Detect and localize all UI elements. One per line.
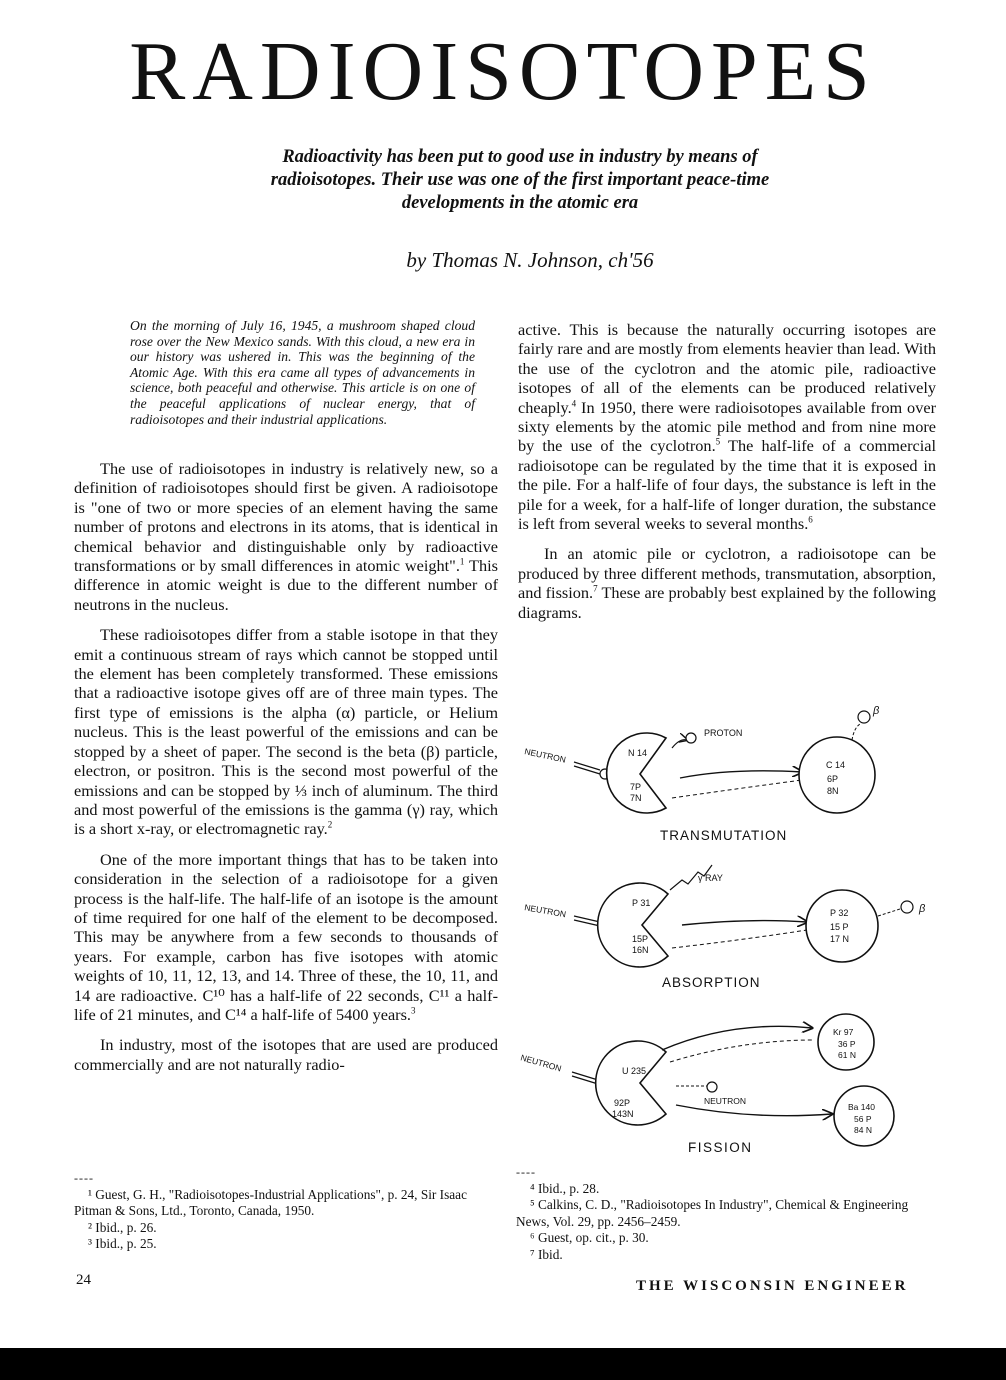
fission-arrow-dashed xyxy=(670,1040,814,1062)
reaction-arrow-dashed xyxy=(672,930,807,948)
footnote-7: ⁷ Ibid. xyxy=(530,1246,563,1262)
text: This difference in atomic weight is due to the different number of neutrons in the nucleus. xyxy=(74,556,498,614)
target-neutrons: 7N xyxy=(630,793,642,803)
product2-label: Ba 140 xyxy=(848,1102,875,1112)
emitted-label: PROTON xyxy=(704,728,743,738)
emitted-label: γ RAY xyxy=(698,873,723,883)
product-label: C 14 xyxy=(826,760,846,770)
footnote-ref: 4 xyxy=(571,398,577,409)
footnote-ref: 5 xyxy=(715,437,721,448)
footnote-rule: ---- xyxy=(516,1165,536,1179)
paragraph-industry: In industry, most of the isotopes that are used are produced commercially and are not naturally radio- xyxy=(74,1035,498,1074)
left-column xyxy=(74,459,498,1085)
reaction-arrow-dashed xyxy=(672,780,802,798)
text: The half-life of a commercial radioisotope can be regulated by the time that it is exposed in the pile. For a half-life of four days, the substance is left in the pile for a week, for a half-life of longer duration, the substance is left from several weeks to several months. xyxy=(518,436,937,534)
transmutation-diagram xyxy=(524,705,880,843)
fission-caption: FISSION xyxy=(688,1140,753,1155)
beta-particle xyxy=(858,711,870,723)
journal-name: THE WISCONSIN ENGINEER xyxy=(636,1278,909,1294)
target-protons: 7P xyxy=(630,782,642,792)
footnote-ref: 6 xyxy=(808,514,813,525)
transmutation-caption: TRANSMUTATION xyxy=(660,828,788,843)
footnote-5: ⁵ Calkins, C. D., "Radioisotopes In Industry", Chemical & Engineering News, Vol. 29, pp. 2456–2459. xyxy=(516,1197,909,1229)
emitted-neutron xyxy=(707,1082,717,1092)
text: active. This is because the naturally occurring isotopes are fairly rare and are mostly from elements heavier than lead. With the use of the cyclotron and the atomic pile, radioactive isotopes of all of the elements can be produced relatively cheaply. xyxy=(518,320,936,417)
text: One of the more important things that has to be taken into consideration in the selection of a radioisotope for a given process is the half-life. The half-life of an isotope is the amount of time required for one half of the element to be decomposed. This may be anywhere from a few seconds to thousands of years. For example, carbon has five isotopes with atomic weights of 10, 11, 12, 13, and 14. Three of these, the 10, 11, and 14 are radioactive. C¹⁰ has a half-life of 22 seconds, C¹¹ a half-life of 21 minutes, and C¹⁴ a half-life of 5400 years. xyxy=(74,849,498,1024)
text: In an atomic pile or cyclotron, a radioisotope can be produced by three different methods, transmutation, absorption, and fission. xyxy=(518,544,936,603)
neutron-path xyxy=(572,1072,598,1080)
paragraph-definition xyxy=(74,459,498,614)
intro-paragraph: On the morning of July 16, 1945, a mushroom shaped cloud rose over the New Mexico sands. With this cloud, a new era in our history was ushered in. This was the beginning of the Atomic Age. With this era came all types of advancements in science, both peaceful and otherwise. This article is on one of the peaceful applications of nuclear energy, that of radioisotopes and their industrial applications. xyxy=(130,318,475,427)
beta-label: β xyxy=(873,705,880,717)
product2-protons: 56 P xyxy=(854,1114,872,1124)
paragraph-half-life xyxy=(74,850,498,1025)
neutron-label: NEUTRON xyxy=(519,1052,563,1074)
paragraph-emissions xyxy=(74,625,498,838)
product1-neutrons: 61 N xyxy=(838,1050,856,1060)
text: These radioisotopes differ from a stable isotope in that they emit a continuous stream of rays which cannot be stopped until the element has been completely transformed. These emissions that a radioactive isotope gives off are of three main types. The first type of emissions is the alpha (α) particle, or Helium nucleus. This is the least powerful of the emissions and can be stopped by a sheet of paper. The second is the beta (β) particle, electron, or positron. This is the second most powerful of the emissions and can be stopped by ⅓ inch of aluminum. The third and most powerful of the emissions is the gamma (γ) ray, which is a short x-ray, or electromagnetic ray. xyxy=(74,625,498,839)
product1-label: Kr 97 xyxy=(833,1027,854,1037)
fission-arrow-lower xyxy=(676,1105,832,1116)
footnote-2: ² Ibid., p. 26. xyxy=(88,1219,157,1235)
reaction-arrow xyxy=(682,921,807,925)
neutron-label: NEUTRON xyxy=(523,746,567,765)
footnote-ref: 3 xyxy=(411,1005,416,1016)
footnotes-right xyxy=(516,1164,936,1263)
target-neutrons: 143N xyxy=(612,1109,634,1119)
paragraph-active xyxy=(518,320,936,533)
beta-path xyxy=(878,909,900,916)
subtitle: Radioactivity has been put to good use in industry by means of radioisotopes. Their use was one of the first important peace-time developments in the atomic era xyxy=(270,147,770,213)
product2-neutrons: 84 N xyxy=(854,1125,872,1135)
footnote-ref: 7 xyxy=(593,583,598,594)
absorption-caption: ABSORPTION xyxy=(662,975,761,990)
target-protons: 15P xyxy=(632,934,649,944)
absorption-diagram xyxy=(524,865,926,990)
proton-arrow xyxy=(672,740,687,748)
reaction-arrow xyxy=(680,771,802,778)
right-column xyxy=(518,320,936,633)
beta-particle xyxy=(901,901,913,913)
emitted-label: NEUTRON xyxy=(704,1096,747,1106)
neutron-path xyxy=(572,1076,598,1084)
scan-border xyxy=(0,1348,1006,1380)
product1-protons: 36 P xyxy=(838,1039,856,1049)
fission-diagram xyxy=(519,1014,894,1155)
footnote-ref: 1 xyxy=(459,556,465,567)
beta-label: β xyxy=(919,903,926,915)
product-protons: 6P xyxy=(827,774,839,784)
target-protons: 92P xyxy=(614,1098,631,1108)
target-label: P 31 xyxy=(632,898,651,908)
target-label: N 14 xyxy=(628,748,648,758)
footnote-ref: 2 xyxy=(327,819,333,830)
product-label: P 32 xyxy=(830,908,849,918)
target-label: U 235 xyxy=(622,1066,647,1076)
footnote-6: ⁶ Guest, op. cit., p. 30. xyxy=(530,1230,649,1245)
footnote-4: ⁴ Ibid., p. 28. xyxy=(530,1180,600,1196)
page-number: 24 xyxy=(76,1272,91,1288)
neutron-path xyxy=(574,762,600,770)
paragraph-methods xyxy=(518,544,936,622)
neutron-path xyxy=(574,766,600,774)
product-protons: 15 P xyxy=(830,922,849,932)
footnote-1: ¹ Guest, G. H., "Radioisotopes-Industrial Applications", p. 24, Sir Isaac Pitman & Sons, Ltd., Toronto, Canada, 1950. xyxy=(74,1186,467,1218)
proton-particle xyxy=(686,733,696,743)
footnote-rule: ---- xyxy=(74,1171,94,1185)
product-neutrons: 17 N xyxy=(830,934,850,944)
target-neutrons: 16N xyxy=(632,945,649,955)
page-title: RADIOISOTOPES xyxy=(129,25,877,118)
fission-arrow-upper xyxy=(662,1026,812,1050)
footnotes-left xyxy=(74,1170,498,1253)
text: In 1950, there were radioisotopes available from over sixty elements by the atomic pile method and from nine more by the use of the cyclotron. xyxy=(518,397,936,456)
reaction-diagrams xyxy=(512,690,942,1165)
neutron-label: NEUTRON xyxy=(523,902,567,920)
footnote-3: ³ Ibid., p. 25. xyxy=(88,1236,157,1251)
beta-path xyxy=(852,724,860,740)
product-neutrons: 8N xyxy=(827,786,839,796)
byline: by Thomas N. Johnson, ch'56 xyxy=(406,248,654,272)
text: These are probably best explained by the following diagrams. xyxy=(518,583,936,622)
text: The use of radioisotopes in industry is relatively new, so a definition of radioisotopes should first be given. A radioisotope is "one of two or more species of an element having the same number of protons and electrons in its atoms, that is identical in chemical behavior and distinguishable only by radioactive transformations or by small differences in atomic weight". xyxy=(74,459,498,576)
